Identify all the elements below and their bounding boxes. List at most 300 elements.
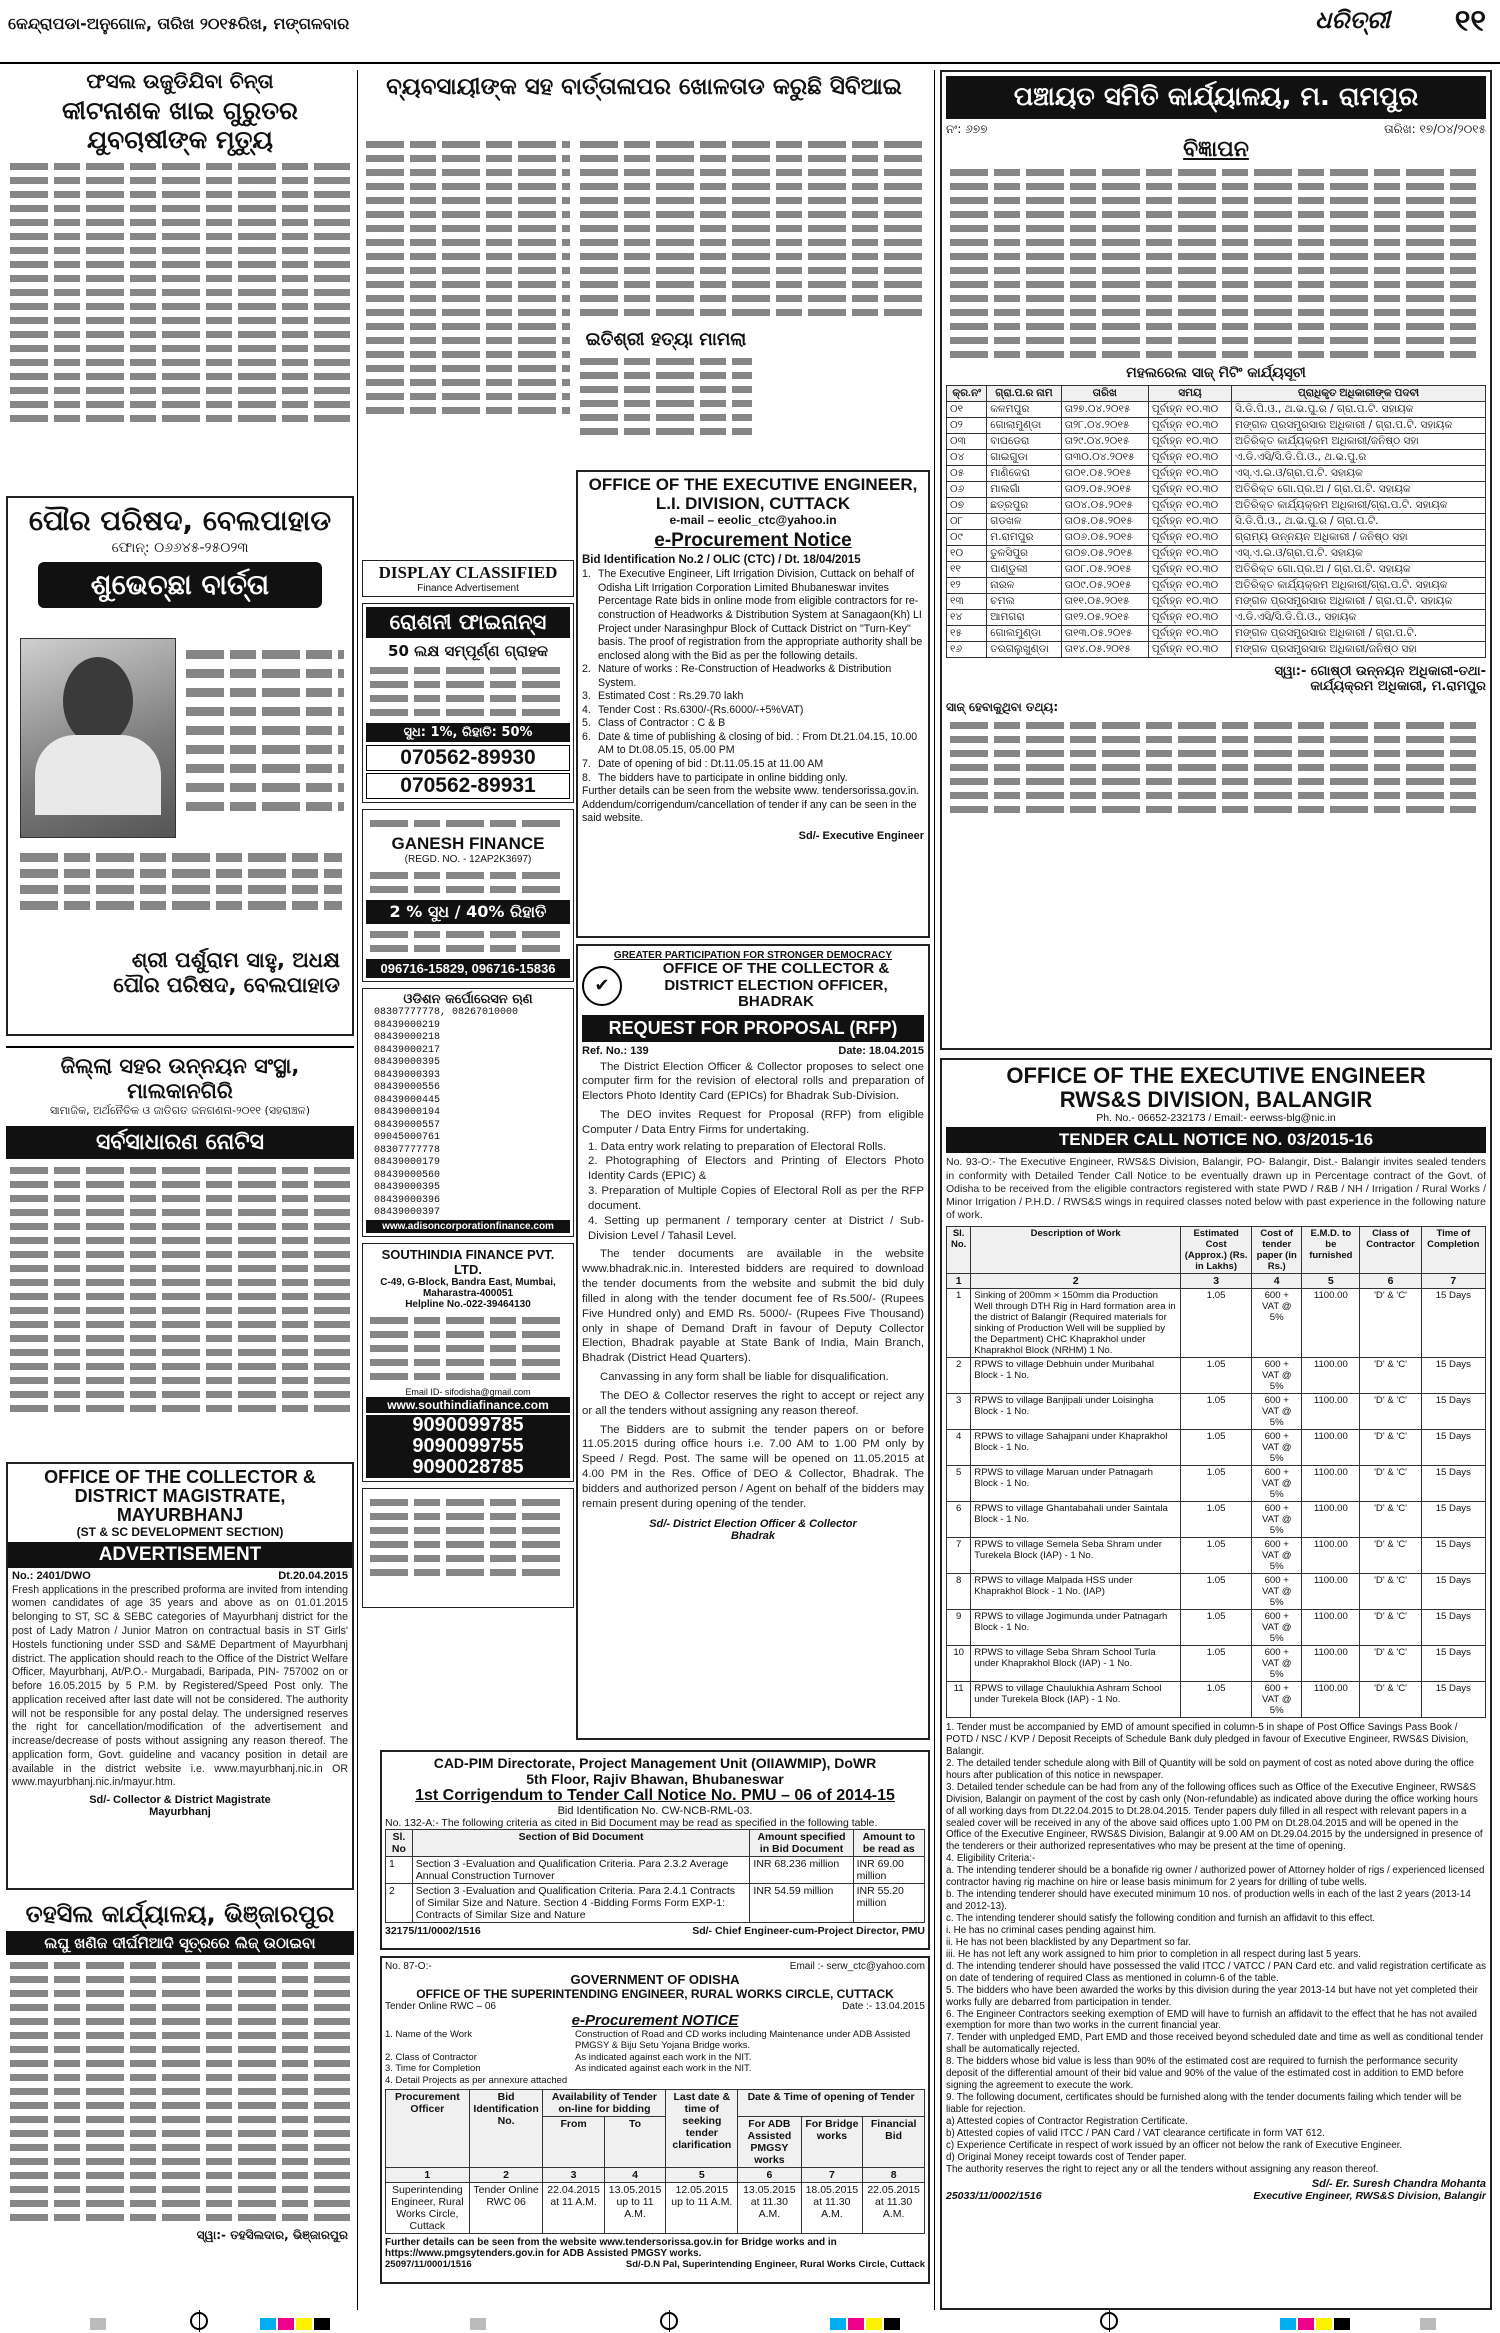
table-cell: ପୂର୍ବାହ୍ନ ୧୦.୩୦ [1148,594,1231,610]
note-item: The authority reserves the right to reject any or all the tenders without assigning any reason thereof. [946,2163,1379,2175]
table-row [947,1538,1486,1574]
table-row [947,1502,1486,1538]
table-cell: ଏ.ଡି.ଏସି/ସି.ଡି.ପି.ଓ., ଥ.ଭ.ପୁ.ର [1231,450,1485,466]
column-classified [362,560,574,1740]
table-header: 1 [947,1274,971,1289]
rw-email[interactable]: Email :- serw_ctc@yahoo.com [789,1961,925,1972]
ps-ref-line [946,122,1486,137]
southindia-finance-ad [362,1243,574,1482]
list-item: 2. Photographing of Electors and Printing of Electors Photo Identity Cards (EPIC) & [588,1155,924,1183]
table-cell: 'D' & 'C' [1360,1502,1421,1538]
table-cell: ୦୫ [947,466,987,482]
collector-body: Fresh applications in the prescribed proforma are invited from intending women candidates of age 35 years and above as on 01.01.2015 belonging to ST, SC & SEBC categories of Mayurbhanj district for the post of Lady Matron / Junior Matron on contractual basis in ST Girls' Hostels functioning under SSD and S&ME Department of Mayurbhanj district. The application should reach to the Office of the District Welfare Officer, Mayurbhanj, At/P.O.- Murgabadi, Baripada, PIN- 757002 on or before 16.05.2015 by 5 P.M. by Registered/Speed Post only. The application received after last date will not be considered. The authority will not be responsible for any postal delay. The undersigned reserves the right for cancellation/modification of the advertisement and increase/decrease of posts without assigning any reason thereof. The application form, Govt. guideline and vacancy position in detail are available in the district website i.e. www.mayurbhanj.nic.in OR www.mayurbhanj.nic.in/mayur.htm. [12,1583,348,1789]
li-signature: Sd/- Executive Engineer [798,829,924,842]
tahsil-subtitle: ଲଘୁ ଖଣିଜ ଦୀର୍ଘମିଆଦି ସୂତ୍ରରେ ଲିଜ୍ ଉଠାଇବା [6,1931,354,1955]
table-header: ପ୍ରାଧିକୃତ ଅଧିକାରୀଙ୍କ ପଦବୀ [1231,386,1485,402]
color-bar [278,2318,294,2330]
table-header: 6 [1360,1274,1421,1289]
pim-code: 32175/11/0002/1516 [385,1925,481,1937]
table-cell: 15 Days [1421,1466,1485,1502]
ps-signature-office: କାର୍ଯ୍ୟକ୍ରମ ଅଧିକାରୀ, ମ.ରାମପୁର [1310,679,1486,694]
adison-website[interactable]: www.adisoncorporationfinance.com [366,1220,570,1233]
table-cell: ପୂର୍ବାହ୍ନ ୧୦.୩୦ [1148,610,1231,626]
table-cell: ପୂର୍ବାହ୍ନ ୧୦.୩୦ [1148,530,1231,546]
list-item [385,2063,925,2074]
table-cell: ଅତିରିକ୍ତ କାର୍ଯ୍ୟକ୍ରମ ଅଧିକାରୀ/ଗ୍ରା.ପ.ଟି. ସହାୟକ [1231,578,1485,594]
table-cell: ପୂର୍ବାହ୍ନ ୧୦.୩୦ [1148,514,1231,530]
rw-code: 25097/11/0001/1516 [385,2258,472,2270]
table-cell: ସି.ଡି.ପି.ଓ., ଥ.ଭ.ପୁ.ର / ଗ୍ରା.ପ.ଟି. ସହାୟକ [1231,402,1485,418]
rws-notes [946,1722,1486,2176]
pim-address: 5th Floor, Rajiv Bhawan, Bhubaneswar [526,1771,784,1787]
rws-signature-office: Executive Engineer, RWS&S Division, Balangir [1253,2189,1486,2202]
table-cell: ଚମଲ [987,594,1061,610]
table-row [947,434,1486,450]
item-text: The bidders have to participate in online bidding only. [598,771,848,784]
table-cell: ପୂର୍ବାହ୍ନ ୧୦.୩୦ [1148,418,1231,434]
table-cell: ଗୋଲାମୁଣ୍ଡା [987,418,1061,434]
list-item [582,704,924,718]
table-cell: 'D' & 'C' [1360,1538,1421,1574]
table-cell: 600 + VAT @ 5% [1252,1358,1302,1394]
rfp-ref-line [582,1045,924,1057]
rfp-para-2: The DEO invites Request for Proposal (RFP) from eligible Computer / Data Entry Firms for undertaking. [582,1108,924,1136]
table-cell: 1.05 [1181,1394,1252,1430]
table-row [947,562,1486,578]
council-phone: ଫୋନ୍: ୦୬୬୪୫-୨୫୦୨୩ [111,540,249,556]
note-item: a. The intending tenderer should be a bonafide rig owner / authorized power of Attorney holder of rigs / experienced licensed contractor having rig machine on hire or lease basis minimum for 2 years for drilling of tube wells. [946,1865,1485,1889]
table-cell: 18.05.2015 at 11.30 A.M. [801,2182,863,2233]
rfp-body [582,1060,924,1512]
table-cell: ପୂର୍ବାହ୍ନ ୧୦.୩୦ [1148,434,1231,450]
table-cell: ମାଲଗାଁ [987,482,1061,498]
table-cell: 15 Days [1421,1289,1485,1358]
table-cell: 600 + VAT @ 5% [1252,1394,1302,1430]
phone-number: 09045000761 [374,1132,441,1143]
li-further: Further details can be seen from the website www. tendersorissa.gov.in. [582,785,920,798]
table-cell: 15 Days [1421,1394,1485,1430]
item-text: Class of Contractor : C & B [598,717,726,730]
rfp-para-5: The DEO & Collector reserves the right to accept or reject any or all the tenders without assigning any reason thereof. [582,1389,924,1417]
table-header: Section of Bid Document [412,1830,750,1857]
color-bar [1334,2318,1350,2330]
table-header: Sl. No. [947,1227,971,1274]
rw-government: GOVERNMENT OF ODISHA [570,1972,740,1987]
table-cell: 600 + VAT @ 5% [1252,1538,1302,1574]
table-cell: ତୁଳସିପୁର [987,546,1061,562]
rws-signature: Sd/- Er. Suresh Chandra Mohanta [1311,2177,1486,2190]
ganesh-phone[interactable]: 096716-15829, 096716-15836 [366,959,570,978]
rw-tender-line [385,2001,925,2012]
reference-number: No.: 2401/DWO [12,1569,91,1582]
table-cell: 1100.00 [1302,1646,1360,1682]
table-cell: ତା୦୫.୦୫.୨୦୧୫ [1061,514,1148,530]
table-cell: RPWS to village Banjipali under Loisingha Block - 1 No. [971,1394,1181,1430]
table-cell: 1100.00 [1302,1610,1360,1646]
table-cell: RPWS to village Debhuin under Muribahal Block - 1 No. [971,1358,1181,1394]
phone-number: 9090099785 [412,1413,524,1436]
greeting-banner: ଶୁଭେଚ୍ଛା ବାର୍ତ୍ତା [38,562,322,608]
pim-title: CAD-PIM Directorate, Project Management Unit (OIIAWMIP), DoWR [433,1755,877,1771]
table-cell: 600 + VAT @ 5% [1252,1430,1302,1466]
election-rfp-notice [576,944,930,1740]
table-cell: ପୂର୍ବାହ୍ନ ୧୦.୩୦ [1148,498,1231,514]
table-cell: 15 Days [1421,1358,1485,1394]
rw-office-title: OFFICE OF THE SUPERINTENDING ENGINEER, RURAL WORKS CIRCLE, CUTTACK [416,1987,894,2001]
table-row [947,546,1486,562]
table-cell: 1100.00 [1302,1682,1360,1718]
rws-code: 25033/11/0002/1516 [946,2189,1042,2202]
table-cell: ୦୮ [947,514,987,530]
table-cell: RPWS to village Jogimunda under Patnagarh Block - 1 No. [971,1610,1181,1646]
table-header: ସମୟ [1148,386,1231,402]
table-cell: ପୂର୍ବାହ୍ନ ୧୦.୩୦ [1148,482,1231,498]
item-number: 3. [582,690,591,703]
southindia-phones [366,1415,570,1478]
rw-number: No. 87-O:- [385,1961,432,1972]
table-cell: 22.04.2015 at 11 A.M. [543,2182,604,2233]
table-cell: ତା୨୮.୦୪.୨୦୧୫ [1061,418,1148,434]
note-item: 8. The bidders whose bid value is less than 90% of the estimated cost are required to furnish the performance security deposit of the differential amount of their bid value and 90% of the value of the estimated cost in addition to EMD before signing the agreement to execute the work. [946,2056,1464,2092]
rw-sign-line [385,2259,925,2270]
list-item [582,690,924,704]
table-cell: 'D' & 'C' [1360,1682,1421,1718]
note-item: 2. The detailed tender schedule along with Bill of Quantity will be sold on payment of cost as noted above during the office hours after publication of this notice in newspaper. [946,1757,1474,1781]
collector-ref-line [8,1568,352,1584]
note-item: a) Attested copies of Contractor Registration Certificate. [946,2115,1188,2127]
table-cell: ପୂର୍ବାହ୍ନ ୧୦.୩୦ [1148,642,1231,658]
table-cell: 1100.00 [1302,1394,1360,1430]
ps-info-body [946,722,1486,813]
list-item: 3. Preparation of Multiple Copies of Electoral Roll as per the RFP document. [588,1185,924,1212]
table-cell: 2 [386,1884,413,1923]
collector-advertisement [6,1462,354,1890]
table-cell: RPWS to village Malpada HSS under Khaprakhol Block - 1 No. (IAP) [971,1574,1181,1610]
table-cell: 6 [947,1502,971,1538]
rw-table: Procurement Officer Bid Identification No. Availability of Tender on-line for bidding Last date & time of seeking tender clarification Date & Time of opening of Tender From To For ADB Assisted PMGSY works For Bridge works Financial Bid 1 2 3 4 5 6 7 8 Superintending Engineer, Rural Works Circle, Cuttack Tender Online RWC 06 22.04.2015 at 11 A.M. 13.05.2015 up to 11 A.M. 12.05.2015 up to 11 A.M. 13.05.2015 at 11.30 A.M. 18.05.2015 at 11.30 A.M. 22.05.2015 at 11.30 A.M. [385,2089,925,2234]
table-header: E.M.D. to be furnished [1302,1227,1360,1274]
note-item: b) Attested copies of valid ITCC / PAN Card / VAT clearance certificate in form VAT 612. [946,2127,1325,2139]
column-left [6,70,354,2310]
table-cell: 1.05 [1181,1430,1252,1466]
table-cell: 1100.00 [1302,1574,1360,1610]
table-cell: ୦୧ [947,402,987,418]
rw-fields [385,2029,925,2086]
color-bar [1298,2318,1314,2330]
table-cell: INR 69.00 million [853,1857,924,1884]
table-row [947,1289,1486,1358]
rw-tender-no: Tender Online RWC – 06 [385,2001,496,2012]
color-bar [90,2318,106,2330]
table-cell: 13.05.2015 up to 11 A.M. [604,2182,666,2233]
item-text: Estimated Cost : Rs.29.70 lakh [598,690,744,703]
table-cell: ତା୧୨.୦୫.୨୦୧୫ [1061,610,1148,626]
table-cell: ନାରଳ [987,578,1061,594]
phone-number: 08439000556 [374,1082,441,1093]
table-row [947,1574,1486,1610]
table-cell: ପାଣ୍ଡୁଲୀ [987,562,1061,578]
rfp-date: Date: 18.04.2015 [838,1044,924,1057]
rw-signature: Sd/-D.N Pal, Superintending Engineer, Rural Works Circle, Cuttack [625,2258,925,2270]
item-number: 4. [582,703,591,716]
note-item: d) Original Money receipt towards cost of Tender paper. [946,2151,1187,2163]
table-cell: 15 Days [1421,1574,1485,1610]
li-division-notice [576,470,930,938]
table-header: Time of Completion [1421,1227,1485,1274]
table-cell: 11 [947,1682,971,1718]
table-cell: 15 Days [1421,1610,1485,1646]
table-cell: RPWS to village Semela Seba Shram under Turekela Block (IAP) - 1 No. [971,1538,1181,1574]
table-cell: 'D' & 'C' [1360,1289,1421,1358]
rws-banner: TENDER CALL NOTICE NO. 03/2015-16 [946,1127,1486,1153]
item-number: 2. [582,663,591,676]
table-row [947,610,1486,626]
color-bar [1420,2318,1436,2330]
table-cell: ମଙ୍ଗଳ ପ୍ରସମ୍ପ୍ରସାର ଅଧିକାରୀ / ଗ୍ରା.ପ.ଟି. ସହାୟକ [1231,418,1485,434]
tahsil-body [6,1962,354,2221]
note-item: 3. Detailed tender schedule can be had from any of the following offices such as Office of the Executive Engineer, RWS&S Division, Balangir on payment of the cost by cash only (Non-refundable) as indicated above during the office working hours of all working days from Dt.22.04.2015 to Dt.28.04.2015. Tender papers duly filled in all respect with relevant papers in a sealed cover will be received in any of the above said offices upto 1.00 PM on Dt.28.04.2015 and will be opened in the Office of the Executive Engineer, RWS&S Division, Balangir at 9.00 AM on Dt.29.04.2015 by the undersigned in presence of the tenderers or their authorized representatives who may be present at the time of opening. [946,1781,1483,1853]
rfp-banner: REQUEST FOR PROPOSAL (RFP) [582,1015,924,1042]
registration-mark-icon [190,2312,208,2330]
collector-signature: Sd/- Collector & District Magistrate [89,1794,271,1807]
table-cell: ସି.ଡି.ପି.ଓ., ଥ.ଭ.ପୁ.ର / ଗ୍ରା.ପ.ଟି. [1231,514,1485,530]
table-cell: ପୂର୍ବାହ୍ନ ୧୦.୩୦ [1148,466,1231,482]
roshni-phone-2[interactable]: 070562-89931 [366,773,570,799]
item-number: 8. [582,771,591,784]
field-label: 2. Class of Contractor [385,2051,477,2063]
table-cell: 15 Days [1421,1682,1485,1718]
table-header: Estimated Cost (Approx.) (Rs. in Lakhs) [1181,1227,1252,1274]
table-cell: 600 + VAT @ 5% [1252,1610,1302,1646]
rfp-para-6: The Bidders are to submit the tender papers on or before 11.05.2015 during office hours i.e. 7.00 AM to 1.00 PM only by Speed / Regd. Post. The same will be opened on 11.05.2015 at 4.00 PM in the Res. Office of DEO & Collector, Bhadrak. The bidders and authorized person / Agent on behalf of the bidders may remain present during opening of the tender. [582,1423,924,1510]
table-cell: 'D' & 'C' [1360,1610,1421,1646]
note-item: ii. He has not been blacklisted by any Department so far. [946,1936,1192,1948]
ganesh-reg: (REGD. NO. - 12AP2K3697) [404,854,532,865]
story-kicker: ଫସଲ ଉଜୁଡିଯିବା ଚିନ୍ତା [86,70,274,93]
table-row [947,530,1486,546]
table-row [947,450,1486,466]
roshni-phone-1[interactable]: 070562-89930 [366,745,570,771]
note-item: 7. Tender with unpledged EMD, Part EMD and those received beyond scheduled date and time as well as conditional tender shall be automatically rejected. [946,2032,1484,2056]
color-bar [1280,2318,1296,2330]
field-label: 1. Name of the Work [385,2029,472,2040]
table-cell: ପୂର୍ବାହ୍ନ ୧୦.୩୦ [1148,450,1231,466]
list-item [582,772,924,786]
phone-number: 08439000217 [374,1044,441,1056]
rw-top [385,1961,925,1972]
ps-info-heading: ସାଜ୍ ହେବାକୁଥିବା ତଥ୍ୟ: [946,700,1059,714]
rws-contact: Ph. No.- 06652-232173 / Email:- eerwss-blg@nic.in [1096,1112,1336,1125]
roshni-title: ରୋଶନୀ ଫାଇନାନ୍ସ [366,607,570,638]
rws-sign-line [946,2190,1486,2202]
table-cell: ଗୋଲମୁଣ୍ଡା [987,626,1061,642]
table-cell: ଅତିରିକ୍ତ କାର୍ଯ୍ୟକ୍ରମ ଅଧିକାରୀ/ଜନିଷ୍ଠ ସହା [1231,434,1485,450]
southindia-email[interactable]: Email ID- sifodisha@gmail.com [405,1386,531,1397]
pim-signature: Sd/- Chief Engineer-cum-Project Director, PMU [692,1925,925,1937]
color-bar [830,2318,846,2330]
pim-heading: 1st Corrigendum to Tender Call Notice No. PMU – 06 of 2014-15 [415,1787,895,1804]
rfp-ref: Ref. No.: 139 [582,1044,649,1057]
table-cell: ୦୪ [947,450,987,466]
masthead [0,0,1500,64]
table-cell: ୧୩ [947,594,987,610]
table-cell: ୦୩ [947,434,987,450]
ps-date: ତାରିଖ: ୧୭/୦୪/୨୦୧୫ [1384,122,1486,136]
table-cell: ପୂର୍ବାହ୍ନ ୧୦.୩୦ [1148,562,1231,578]
table-row [947,1610,1486,1646]
tahsil-notice [6,1900,354,2310]
roshni-loan: 50 ଲକ୍ଷ ସମ୍ପୂର୍ଣ୍ଣ ଗ୍ରାହକ [388,642,548,660]
rwss-tender-notice [940,1058,1492,2310]
table-row [947,498,1486,514]
adison-phone-list [366,1007,570,1220]
table-cell: Section 3 -Evaluation and Qualification Criteria. Para 2.3.2 Average Annual Construction Turnover [412,1857,750,1884]
table-cell: 600 + VAT @ 5% [1252,1574,1302,1610]
roshni-finance-ad [362,603,574,803]
agency-subtitle: ସାମାଜିକ, ଅର୍ଥନୈତିକ ଓ ଜାତିଗତ ଜନଗଣନା-୨୦୧୧ (ସହରାଞ୍ଚଳ) [49,1104,311,1117]
table-header: ଗ୍ରା.ପ.ର ନାମ [987,386,1061,402]
note-item: i. He has no criminal cases pending against him. [946,1924,1157,1936]
table-row [947,1682,1486,1718]
table-cell: ତା୦୧.୦୫.୨୦୧୫ [1061,466,1148,482]
item-text: Tender Cost : Rs.6300/-(Rs.6000/-+5%VAT) [598,703,804,716]
rws-title: OFFICE OF THE EXECUTIVE ENGINEER [1006,1063,1426,1088]
ps-banner: ବିଜ୍ଞାପନ [1183,137,1249,162]
table-cell: ବାଘଡେରା [987,434,1061,450]
note-item: 6. The Engineer Contractors seeking exemption of EMD will have to furnish an affidavit to the effect that he has not availed exemption for more than two works in the current financial year. [946,2008,1477,2032]
adison-title: ଓଡିଶନ କର୍ପୋରେସନ ଋଣ [403,992,533,1007]
li-notice-heading: e-Procurement Notice [654,530,852,552]
greeting-text-lower [16,846,346,917]
table-cell: ଏସ୍.ଏ.ଇ.ଓ/ଗ୍ରା.ପ.ଟି. ସହାୟକ [1231,546,1485,562]
story-body [6,163,354,422]
table-cell: 12.05.2015 up to 11 A.M. [666,2182,738,2233]
registration-mark-icon [1100,2312,1118,2330]
table-cell: ୦୨ [947,418,987,434]
southindia-website[interactable]: www.southindiafinance.com [366,1397,570,1413]
phone-number: 08439000445 [374,1094,441,1106]
table-cell: ମଙ୍ଗଳ ପ୍ରସମ୍ପ୍ରସାର ଅଧିକାରୀ / ଗ୍ରା.ପ.ଟି. ସହାୟକ [1231,594,1485,610]
roshni-rate: ସୁଧ: 1%, ରିହାତି: 50% [366,723,570,742]
li-bid-id: Bid Identification No.2 / OLIC (CTC) / Dt. 18/04/2015 [582,554,861,567]
election-tagline: GREATER PARTICIPATION FOR STRONGER DEMOCRACY [613,950,893,961]
rws-division: RWS&S DIVISION, BALANGIR [1059,1087,1373,1113]
pim-table [385,1829,925,1923]
table-cell: କଳମପୁର [987,402,1061,418]
phone-number: 08439000219 [374,1019,441,1031]
phone-number: 08439000396 [374,1194,441,1206]
table-cell: ୧୦ [947,546,987,562]
rural-works-notice [380,1956,930,2284]
li-office-title: OFFICE OF THE EXECUTIVE ENGINEER, L.I. DIVISION, CUTTACK [588,475,918,513]
table-cell: ଆମଗରା [987,610,1061,626]
table-cell: ତା୦୪.୦୫.୨୦୧୫ [1061,498,1148,514]
table-cell: 1.05 [1181,1682,1252,1718]
table-cell: ଅତିରିକ୍ତ ଗୋ.ପ୍ର.ଅ / ଗ୍ରା.ପ.ଟି. ସହାୟକ [1231,482,1485,498]
color-bar [296,2318,312,2330]
table-cell: ୦୯ [947,530,987,546]
rfp-signature-district: Bhadrak [730,1529,776,1542]
table-cell: ପୂର୍ବାହ୍ନ ୧୦.୩୦ [1148,546,1231,562]
table-cell: RPWS to village Sahajpani under Khaprakhol Block - 1 No. [971,1430,1181,1466]
table-cell: ପୂର୍ବାହ୍ନ ୧୦.୩୦ [1148,578,1231,594]
table-cell: 1 [947,1289,971,1358]
table-header: Class of Contractor [1360,1227,1421,1274]
field-value: As indicated against each work in the NIT. [575,2051,752,2063]
tahsil-title: ତହସିଲ କାର୍ଯ୍ୟାଳୟ, ଭିଞ୍ଜାରପୁର [25,1900,335,1928]
note-item: d. The intending tenderer should have possessed the valid ITCC / VATCC / PAN Card etc. and valid registration certificate as on date of tendering of required Class as mentioned in column-6 of the table. [946,1960,1487,1984]
table-cell: ଅତିରିକ୍ତ ଗୋ.ପ୍ର.ଅ / ଗ୍ରା.ପ.ଟି. ସହାୟକ [1231,562,1485,578]
phone-number: 9090099755 [412,1434,524,1457]
table-cell: 1 [386,1857,413,1884]
table-cell: 1100.00 [1302,1502,1360,1538]
table-row [947,1646,1486,1682]
table-cell: 15 Days [1421,1646,1485,1682]
table-cell: 1100.00 [1302,1289,1360,1358]
table-cell: 1.05 [1181,1502,1252,1538]
registration-mark-icon [660,2312,678,2330]
li-items [582,568,924,785]
phone-number: 08439000397 [374,1207,441,1218]
table-cell: ଛତ୍ରପୁର [987,498,1061,514]
table-cell: ୧୧ [947,562,987,578]
table-row [947,642,1486,658]
table-row [947,402,1486,418]
ps-schedule-table [946,385,1486,658]
item-number: 6. [582,730,591,743]
public-notice-malkangiri [6,1046,354,1456]
table-row [947,418,1486,434]
phone-number: 9090028785 [412,1455,524,1478]
table-cell: RPWS to village Seba Shram School Turla under Khaprakhol Block (IAP) - 1 No. [971,1646,1181,1682]
table-cell: ତରଗଲୁଖୁଣ୍ଡା [987,642,1061,658]
table-header: 7 [1421,1274,1485,1289]
table-cell: ମଙ୍ଗଳ ପ୍ରସମ୍ପ୍ରସାର ଅଧିକାରୀ / ଗ୍ରା.ପ.ଟି. [1231,626,1485,642]
rw-date: Date :- 13.04.2015 [842,2001,925,2012]
classified-misc [362,1488,574,1608]
table-cell: ପୂର୍ବାହ୍ନ ୧୦.୩୦ [1148,402,1231,418]
murder-headline: ଇତିଶ୍ରୀ ହତ୍ୟା ମାମଲା [585,330,747,350]
color-bar [884,2318,900,2330]
table-header: ତାରିଖ [1061,386,1148,402]
table-cell: 600 + VAT @ 5% [1252,1466,1302,1502]
color-bar [314,2318,330,2330]
table-cell: 5 [947,1466,971,1502]
column-divider [934,70,935,2310]
table-cell: ମ.ରାମପୁର [987,530,1061,546]
table-cell: ଗାଇଗୁଡା [987,450,1061,466]
table-cell: 1100.00 [1302,1466,1360,1502]
li-email[interactable]: e-mail – eeolic_ctc@yahoo.in [669,513,837,528]
reference-date: Dt.20.04.2015 [278,1569,348,1582]
table-cell: Sinking of 200mm × 150mm dia Production Well through DTH Rig in Hard formation area in the district of Balangir (Required materials for sinking of Production Well will be supplied by the Department) CHC Khaprakhol under Khaprakhol Block (NRHM) 1 No. [971,1289,1181,1358]
greeting-text [186,640,344,821]
page-number: ୧୧ [1454,4,1486,39]
rws-intro: No. 93-O:- The Executive Engineer, RWS&S Division, Balangir, PO- Balangir, Dist.- Balangir invites sealed tenders in conformity with Detailed Tender Call Notice to be eventually drawn up in Percentage contract of the Govt. of Odisha to be received from the eligible contractors registered with state PWD / R&B / NH / Irrigation / Rural Works / Minor Irrigation / P.H.D. / RWS&S wings in required classes noted below with past experience in the following nature of work. [946,1156,1486,1221]
ps-body [946,169,1486,358]
table-cell: 2 [947,1358,971,1394]
murder-story [576,330,756,470]
pim-intro: No. 132-A:- The following criteria as cited in Bid Document may be read as specified in the following table. [385,1817,878,1829]
cbi-story-headline [362,70,926,130]
list-item [582,731,924,758]
ps-title: ପଞ୍ଚାୟତ ସମିତି କାର୍ଯ୍ୟାଳୟ, ମ. ରାମପୁର [946,76,1486,119]
rw-footer: Further details can be seen from the website www.tendersorissa.gov.in for Bridge works and in https://www.pmgsytenders.gov.in for ADB Assisted PMGSY works. [385,2236,837,2259]
table-cell: ୧୫ [947,626,987,642]
table-cell: 8 [947,1574,971,1610]
list-item [582,758,924,772]
item-text: Date of opening of bid : Dt.11.05.15 at 11.00 AM [598,758,824,771]
